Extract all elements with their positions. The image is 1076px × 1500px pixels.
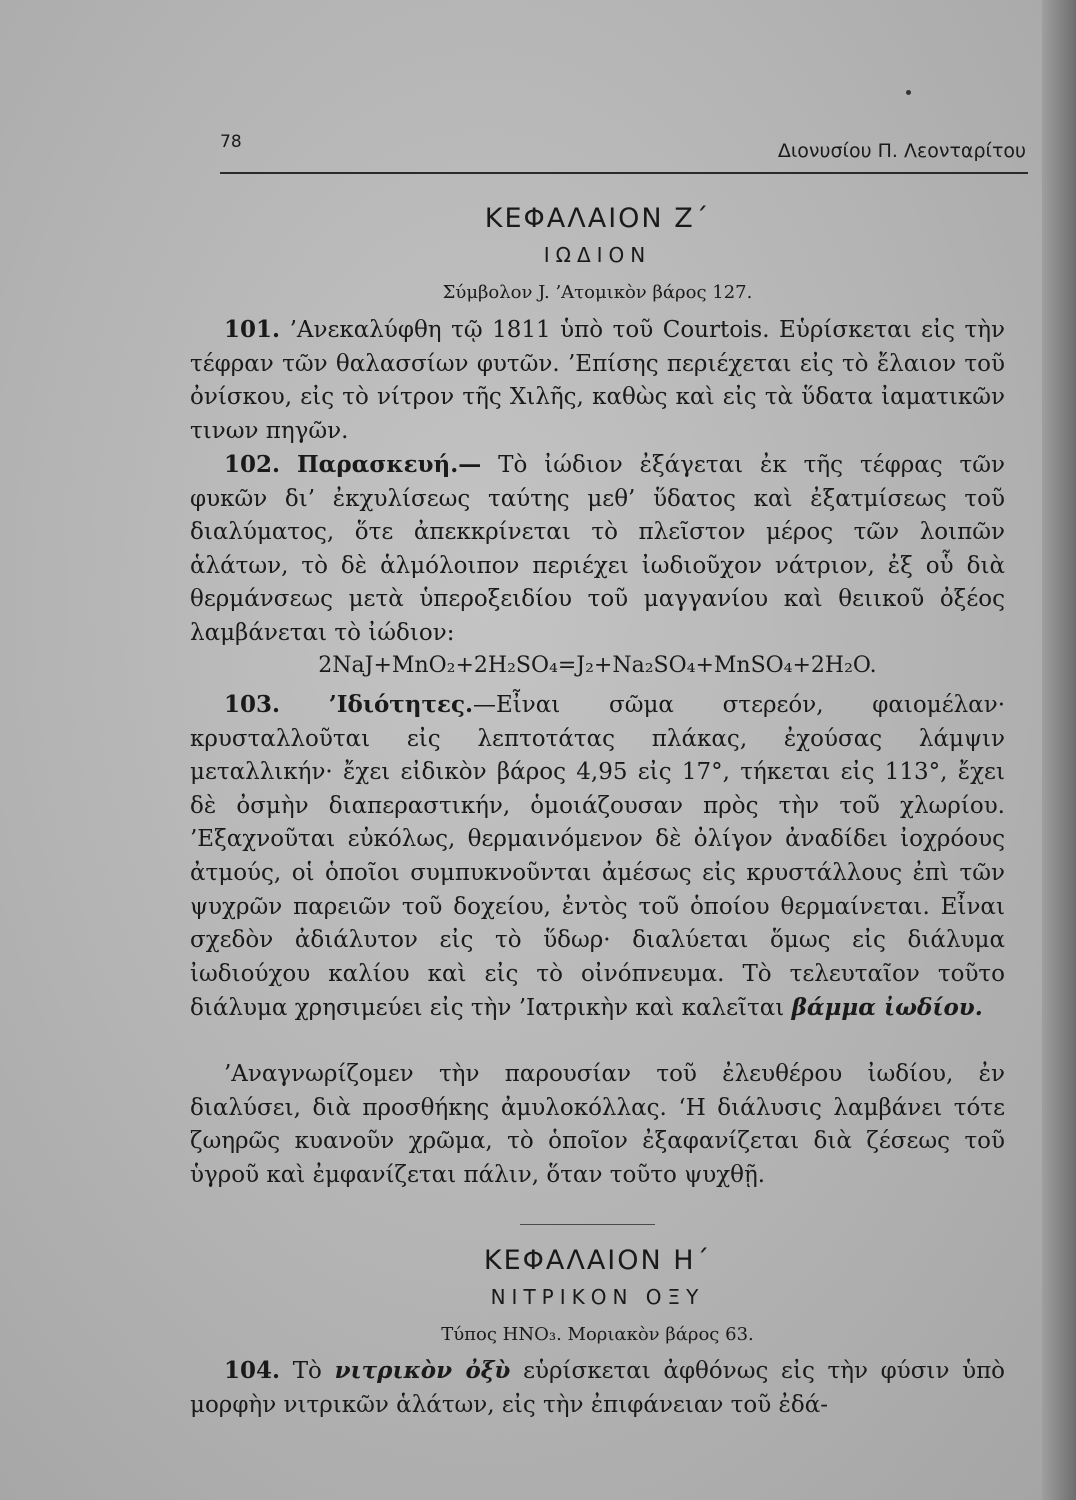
paragraph-number: 104. <box>224 1357 281 1384</box>
chapter-z-title: ΚΕΦΑΛΑΙΟΝ Ζ΄ <box>484 203 711 234</box>
chapter-z-subject: ΙΩΔΙΟΝ <box>543 243 652 267</box>
paragraph-text: ’Ανεκαλύφθη τῷ 1811 ὑπὸ τοῦ Courtois. Εὑρίσκεται εἰς τὴν τέφραν τῶν θαλασσίων φυτῶν. ’Επίσης περιέχεται εἰς τὸ ἔλαιον τοῦ ὀνίσκου, εἰς τὸ νίτρον τῆς Χιλῆς, καθὼς καὶ εἰς τὰ ὕδατα ἰαματικῶν τινων πηγῶν. <box>190 317 1005 444</box>
paragraph-heading: ’Ιδιότητες. <box>328 691 473 718</box>
ink-speck <box>906 90 911 95</box>
chapter-h-formula-line: Τύπος HNO₃. Μοριακὸν βάρος 63. <box>441 1324 754 1345</box>
term-vamma-iodiou: βάμμα ἰωδίου. <box>791 994 983 1022</box>
term-nitrikon-oxy: νιτρικὸν ὀξὺ <box>334 1357 511 1384</box>
paragraph-number: 101. <box>224 316 281 343</box>
chemical-equation: 2NaJ+MnO₂+2H₂SO₄=J₂+Na₂SO₄+MnSO₄+2H₂O. <box>318 653 877 678</box>
chapter-h-title: ΚΕΦΑΛΑΙΟΝ Η΄ <box>483 1245 712 1276</box>
paragraph-lead: Τὸ <box>292 1358 322 1384</box>
paragraph-text: εὑρίσκεται ἀφθόνως εἰς τὴν φύσιν ὑπὸ μορφὴν νιτρικῶν ἁλάτων, εἰς τὴν ἐπιφάνειαν τοῦ ἐδά- <box>190 1358 1006 1418</box>
running-header <box>220 128 1028 174</box>
paragraph-103-continued: ’Αναγνωρίζομεν τὴν παρουσίαν τοῦ ἐλευθέρου ἰωδίου, ἐν διαλύσει, διὰ προσθήκης ἀμυλοκόλλας. ‘Η διάλυσις λαμβάνει τότε ζωηρῶς κυανοῦν χρῶμα, τὸ ὁποῖον ἐξαφανίζεται διὰ ζέσεως τοῦ ὑγροῦ καὶ ἐμφανίζεται πάλιν, ὅταν τοῦτο ψυχθῇ. <box>190 1061 1005 1188</box>
paragraph-text: Τὸ ἰώδιον ἐξάγεται ἐκ τῆς τέφρας τῶν φυκῶν δι’ ἐκχυλίσεως ταύτης μεθ’ ὕδατος καὶ ἐξατμίσεως τοῦ διαλύματος, ὅτε ἀπεκκρίνεται τὸ πλεῖστον μέρος τῶν λοιπῶν ἁλάτων, τὸ δὲ ἁλμόλοιπον περιέχει ἰωδιοῦχον νάτριον, ἐξ οὗ διὰ θερμάνσεως μετὰ ὑπεροξειδίου τοῦ μαγγανίου καὶ θειικοῦ ὀξέος λαμβάνεται τὸ ἰώδιον: <box>190 452 1006 646</box>
chapter-z-symbol-line: Σύμβολον J. ’Ατομικὸν βάρος 127. <box>442 282 753 303</box>
paragraph-104 <box>190 1354 1005 1422</box>
section-divider <box>520 1224 655 1225</box>
chapter-h-subject: ΝΙΤΡΙΚΟΝ ΟΞΥ <box>490 1285 705 1309</box>
paragraph-text: —Εἶναι σῶμα στερεόν, φαιομέλαν· κρυσταλλοῦται εἰς λεπτοτάτας πλάκας, ἐχούσας λάμψιν μεταλλικήν· ἔχει εἰδικὸν βάρος 4,95 εἰς 17°, τήκεται εἰς 113°, ἔχει δὲ ὀσμὴν διαπεραστικήν, ὁμοιάζουσαν πρὸς τὴν τοῦ χλωρίου. ’Εξαχνοῦται εὐκόλως, θερμαινόμενον δὲ ὀλίγον ἀναδίδει ἰοχρόους ἀτμούς, οἱ ὁποῖοι συμπυκνοῦνται ἀμέσως εἰς κρυστάλλους ἐπὶ τῶν ψυχρῶν παρειῶν τοῦ δοχείου, ἐντὸς τοῦ ὁποίου θερμαίνεται. Εἶναι σχεδὸν ἀδιάλυτον εἰς τὸ ὕδωρ· διαλύεται ὅμως εἰς διάλυμα ἰωδιούχου καλίου καὶ εἰς τὸ οἰνόπνευμα. Τὸ τελευταῖον τοῦτο διάλυμα χρησιμεύει εἰς τὴν ’Ιατρικὴν καὶ καλεῖται <box>190 692 1006 1022</box>
paragraph-number: 102. <box>224 451 281 478</box>
paragraph-103 <box>190 688 1005 1026</box>
paragraph-102 <box>190 448 1005 651</box>
paragraph-101 <box>190 313 1005 448</box>
page-number: 78 <box>220 132 242 152</box>
paragraph-heading: Παρασκευή.— <box>296 451 482 478</box>
page-edge-shadow <box>1042 0 1076 1500</box>
paragraph-number: 103. <box>224 691 281 718</box>
running-author: Διονυσίου Π. Λεονταρίτου <box>777 140 1026 162</box>
